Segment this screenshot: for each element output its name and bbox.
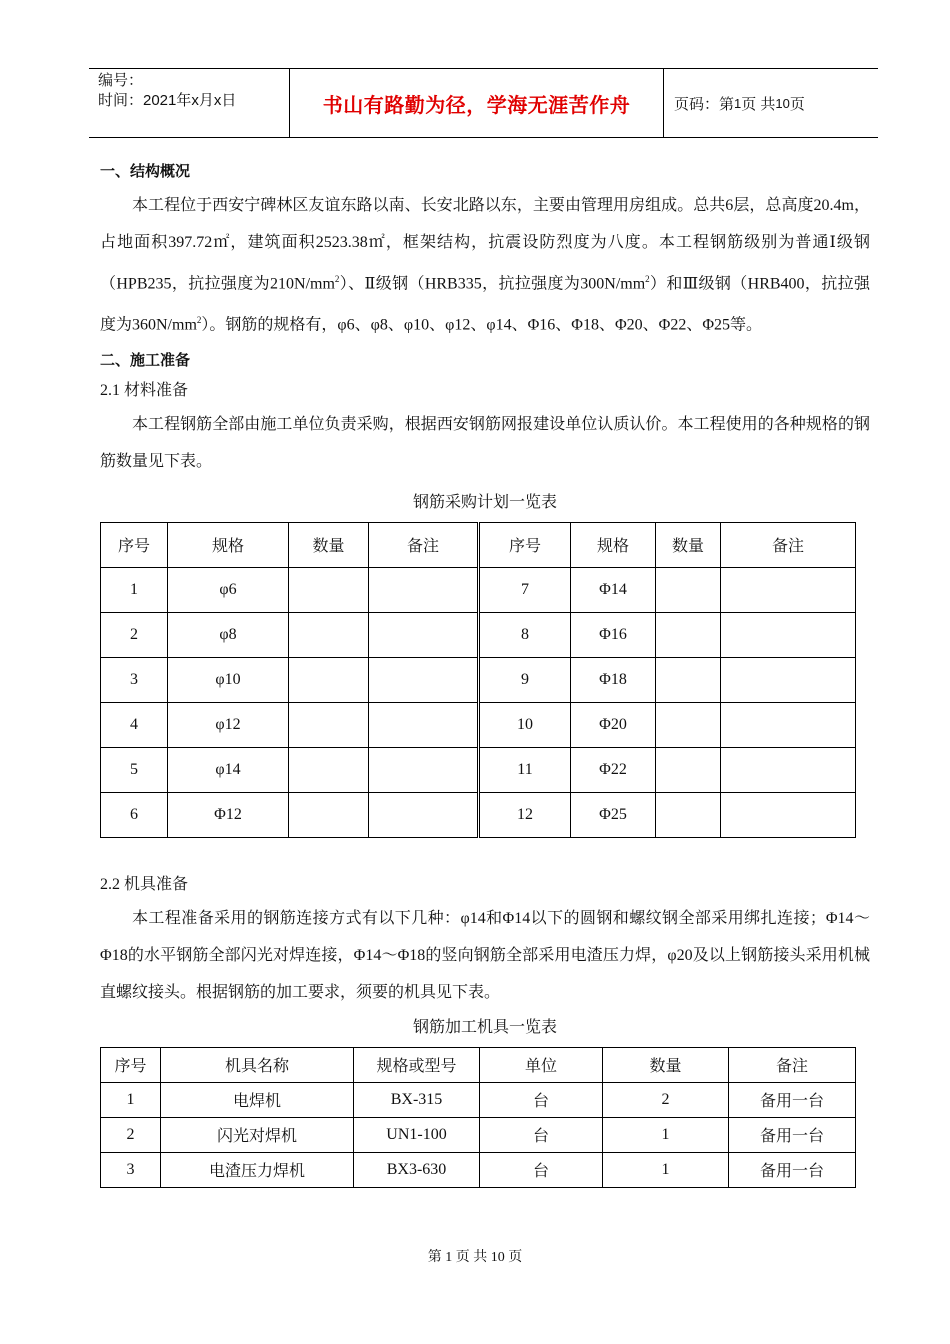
table-row [101, 1152, 856, 1187]
table-cell: 6 [101, 792, 168, 837]
rebar-purchase-table [100, 522, 856, 838]
table-cell [369, 792, 479, 837]
table-cell [369, 747, 479, 792]
table-cell [656, 612, 721, 657]
table-row [101, 747, 856, 792]
table-cell [721, 657, 856, 702]
table-header-cell: 单位 [480, 1047, 603, 1082]
table-cell [369, 702, 479, 747]
table-cell: 1 [101, 1082, 161, 1117]
subsection-materials: 2.1 材料准备 [100, 381, 189, 399]
section2-title: 二、施工准备 [100, 350, 191, 369]
table-header-cell: 数量 [289, 522, 369, 567]
table-cell: UN1-100 [354, 1117, 480, 1152]
table-cell [656, 567, 721, 612]
page-indicator: 页码：第 1 页 共 10 页 [674, 95, 805, 113]
table-cell: 闪光对焊机 [161, 1117, 354, 1152]
table-cell [656, 792, 721, 837]
table-header-cell: 规格 [168, 522, 289, 567]
table-header-cell: 数量 [603, 1047, 729, 1082]
table-cell [289, 612, 369, 657]
table-header-cell: 序号 [101, 522, 168, 567]
table-header-cell: 规格 [571, 522, 656, 567]
table-cell: Φ14 [571, 567, 656, 612]
table-cell: 台 [480, 1082, 603, 1117]
table-cell: 备用一台 [729, 1152, 856, 1187]
table-cell [289, 567, 369, 612]
table-cell: φ10 [168, 657, 289, 702]
section1-title: 一、结构概况 [100, 162, 191, 180]
table-cell: 9 [479, 657, 571, 702]
page-footer: 第 1 页 共 10 页 [427, 1250, 523, 1265]
table-cell [656, 657, 721, 702]
table-row [101, 657, 856, 702]
table-row [101, 1117, 856, 1152]
table-header-row [101, 1047, 856, 1082]
table-cell: 12 [479, 792, 571, 837]
table-cell [721, 747, 856, 792]
table-cell [656, 702, 721, 747]
table-cell: φ8 [168, 612, 289, 657]
table-cell: 5 [101, 747, 168, 792]
table-cell: Φ16 [571, 612, 656, 657]
table-cell: 备用一台 [729, 1082, 856, 1117]
table-cell: 1 [603, 1152, 729, 1187]
table-row [101, 1082, 856, 1117]
subsection-equipment: 2.2 机具准备 [100, 875, 189, 893]
table-cell [721, 792, 856, 837]
table-cell: 2 [101, 612, 168, 657]
table-cell: φ6 [168, 567, 289, 612]
table-cell: 1 [603, 1117, 729, 1152]
table-cell: Φ12 [168, 792, 289, 837]
table-cell [721, 612, 856, 657]
table-cell: Φ18 [571, 657, 656, 702]
table-cell: 8 [479, 612, 571, 657]
table-header-cell: 机具名称 [161, 1047, 354, 1082]
table-header-cell: 备注 [721, 522, 856, 567]
table-cell: Φ20 [571, 702, 656, 747]
table-cell: Φ22 [571, 747, 656, 792]
document-body [100, 155, 870, 1188]
table-cell [289, 657, 369, 702]
table-header-cell: 规格或型号 [354, 1047, 480, 1082]
table-cell [721, 567, 856, 612]
table-cell: 10 [479, 702, 571, 747]
materials-paragraph: 本工程钢筋全部由施工单位负责采购，根据西安钢筋网报建设单位认质认价。本工程使用的各种规格的钢筋数量见下表。 [100, 415, 870, 470]
table-header-row [101, 522, 856, 567]
table-row [101, 567, 856, 612]
table-cell: 2 [603, 1082, 729, 1117]
table-cell: 台 [480, 1152, 603, 1187]
table-header-cell: 备注 [729, 1047, 856, 1082]
table-cell [721, 702, 856, 747]
table-cell: φ14 [168, 747, 289, 792]
table-header-cell: 序号 [101, 1047, 161, 1082]
table-cell [289, 792, 369, 837]
page-header [89, 68, 878, 138]
table-row [101, 792, 856, 837]
table-cell [289, 702, 369, 747]
table-cell: 11 [479, 747, 571, 792]
table-cell: 1 [101, 567, 168, 612]
header-info [89, 69, 290, 137]
table-cell [289, 747, 369, 792]
table1-caption: 钢筋采购计划一览表 [412, 493, 557, 511]
table-cell: 2 [101, 1117, 161, 1152]
table-cell: BX-315 [354, 1082, 480, 1117]
table-header-cell: 备注 [369, 522, 479, 567]
table-cell [369, 612, 479, 657]
table-cell: 3 [101, 657, 168, 702]
equipment-paragraph: 本工程准备采用的钢筋连接方式有以下几种：φ14和Φ14以下的圆钢和螺纹钢全部采用绑扎连接；Φ14～Φ18的水平钢筋全部闪光对焊连接，Φ14～Φ18的竖向钢筋全部采用电渣压力焊，φ20及以上钢筋接头采用机械直螺纹接头。根据钢筋的加工要求，须要的机具见下表。 [100, 909, 870, 1001]
table-cell: 4 [101, 702, 168, 747]
table-cell: 电渣压力焊机 [161, 1152, 354, 1187]
table-cell: Φ25 [571, 792, 656, 837]
motto: 书山有路勤为径，学海无涯苦作舟 [290, 69, 664, 137]
table-cell: 备用一台 [729, 1117, 856, 1152]
table-cell: 7 [479, 567, 571, 612]
table-header-cell: 序号 [479, 522, 571, 567]
table-cell [369, 657, 479, 702]
table-row [101, 702, 856, 747]
table-row [101, 612, 856, 657]
table-cell: 电焊机 [161, 1082, 354, 1117]
table-cell [369, 567, 479, 612]
table-cell: BX3-630 [354, 1152, 480, 1187]
table-cell: 台 [480, 1117, 603, 1152]
table-cell: φ12 [168, 702, 289, 747]
table-header-cell: 数量 [656, 522, 721, 567]
table-cell: 3 [101, 1152, 161, 1187]
section1-paragraph: 本工程位于西安宁碑林区友谊东路以南、长安北路以东，主要由管理用房组成。总共6层，总高度20.4m，占地面积397.72㎡，建筑面积2523.38㎡，框架结构，抗震设防烈度为八度。本工程钢筋级别为普通Ⅰ级钢（HPB235，抗拉强度为$210N/mm^2$）、Ⅱ级钢（HRB335，抗拉强度为$300N/mm^2$）和Ⅲ级钢（HRB400，抗拉强度为$360N/mm^2$）。钢筋的规格有，φ6、φ8、φ10、φ12、φ14、Φ16、Φ18、Φ20、Φ22、Φ25等。 [100, 197, 870, 334]
equipment-table [100, 1047, 856, 1188]
table-cell [656, 747, 721, 792]
time-label: 时间：2021年x月x日 [98, 92, 237, 109]
code-label: 编号： [98, 72, 144, 89]
table2-caption: 钢筋加工机具一览表 [412, 1018, 557, 1036]
